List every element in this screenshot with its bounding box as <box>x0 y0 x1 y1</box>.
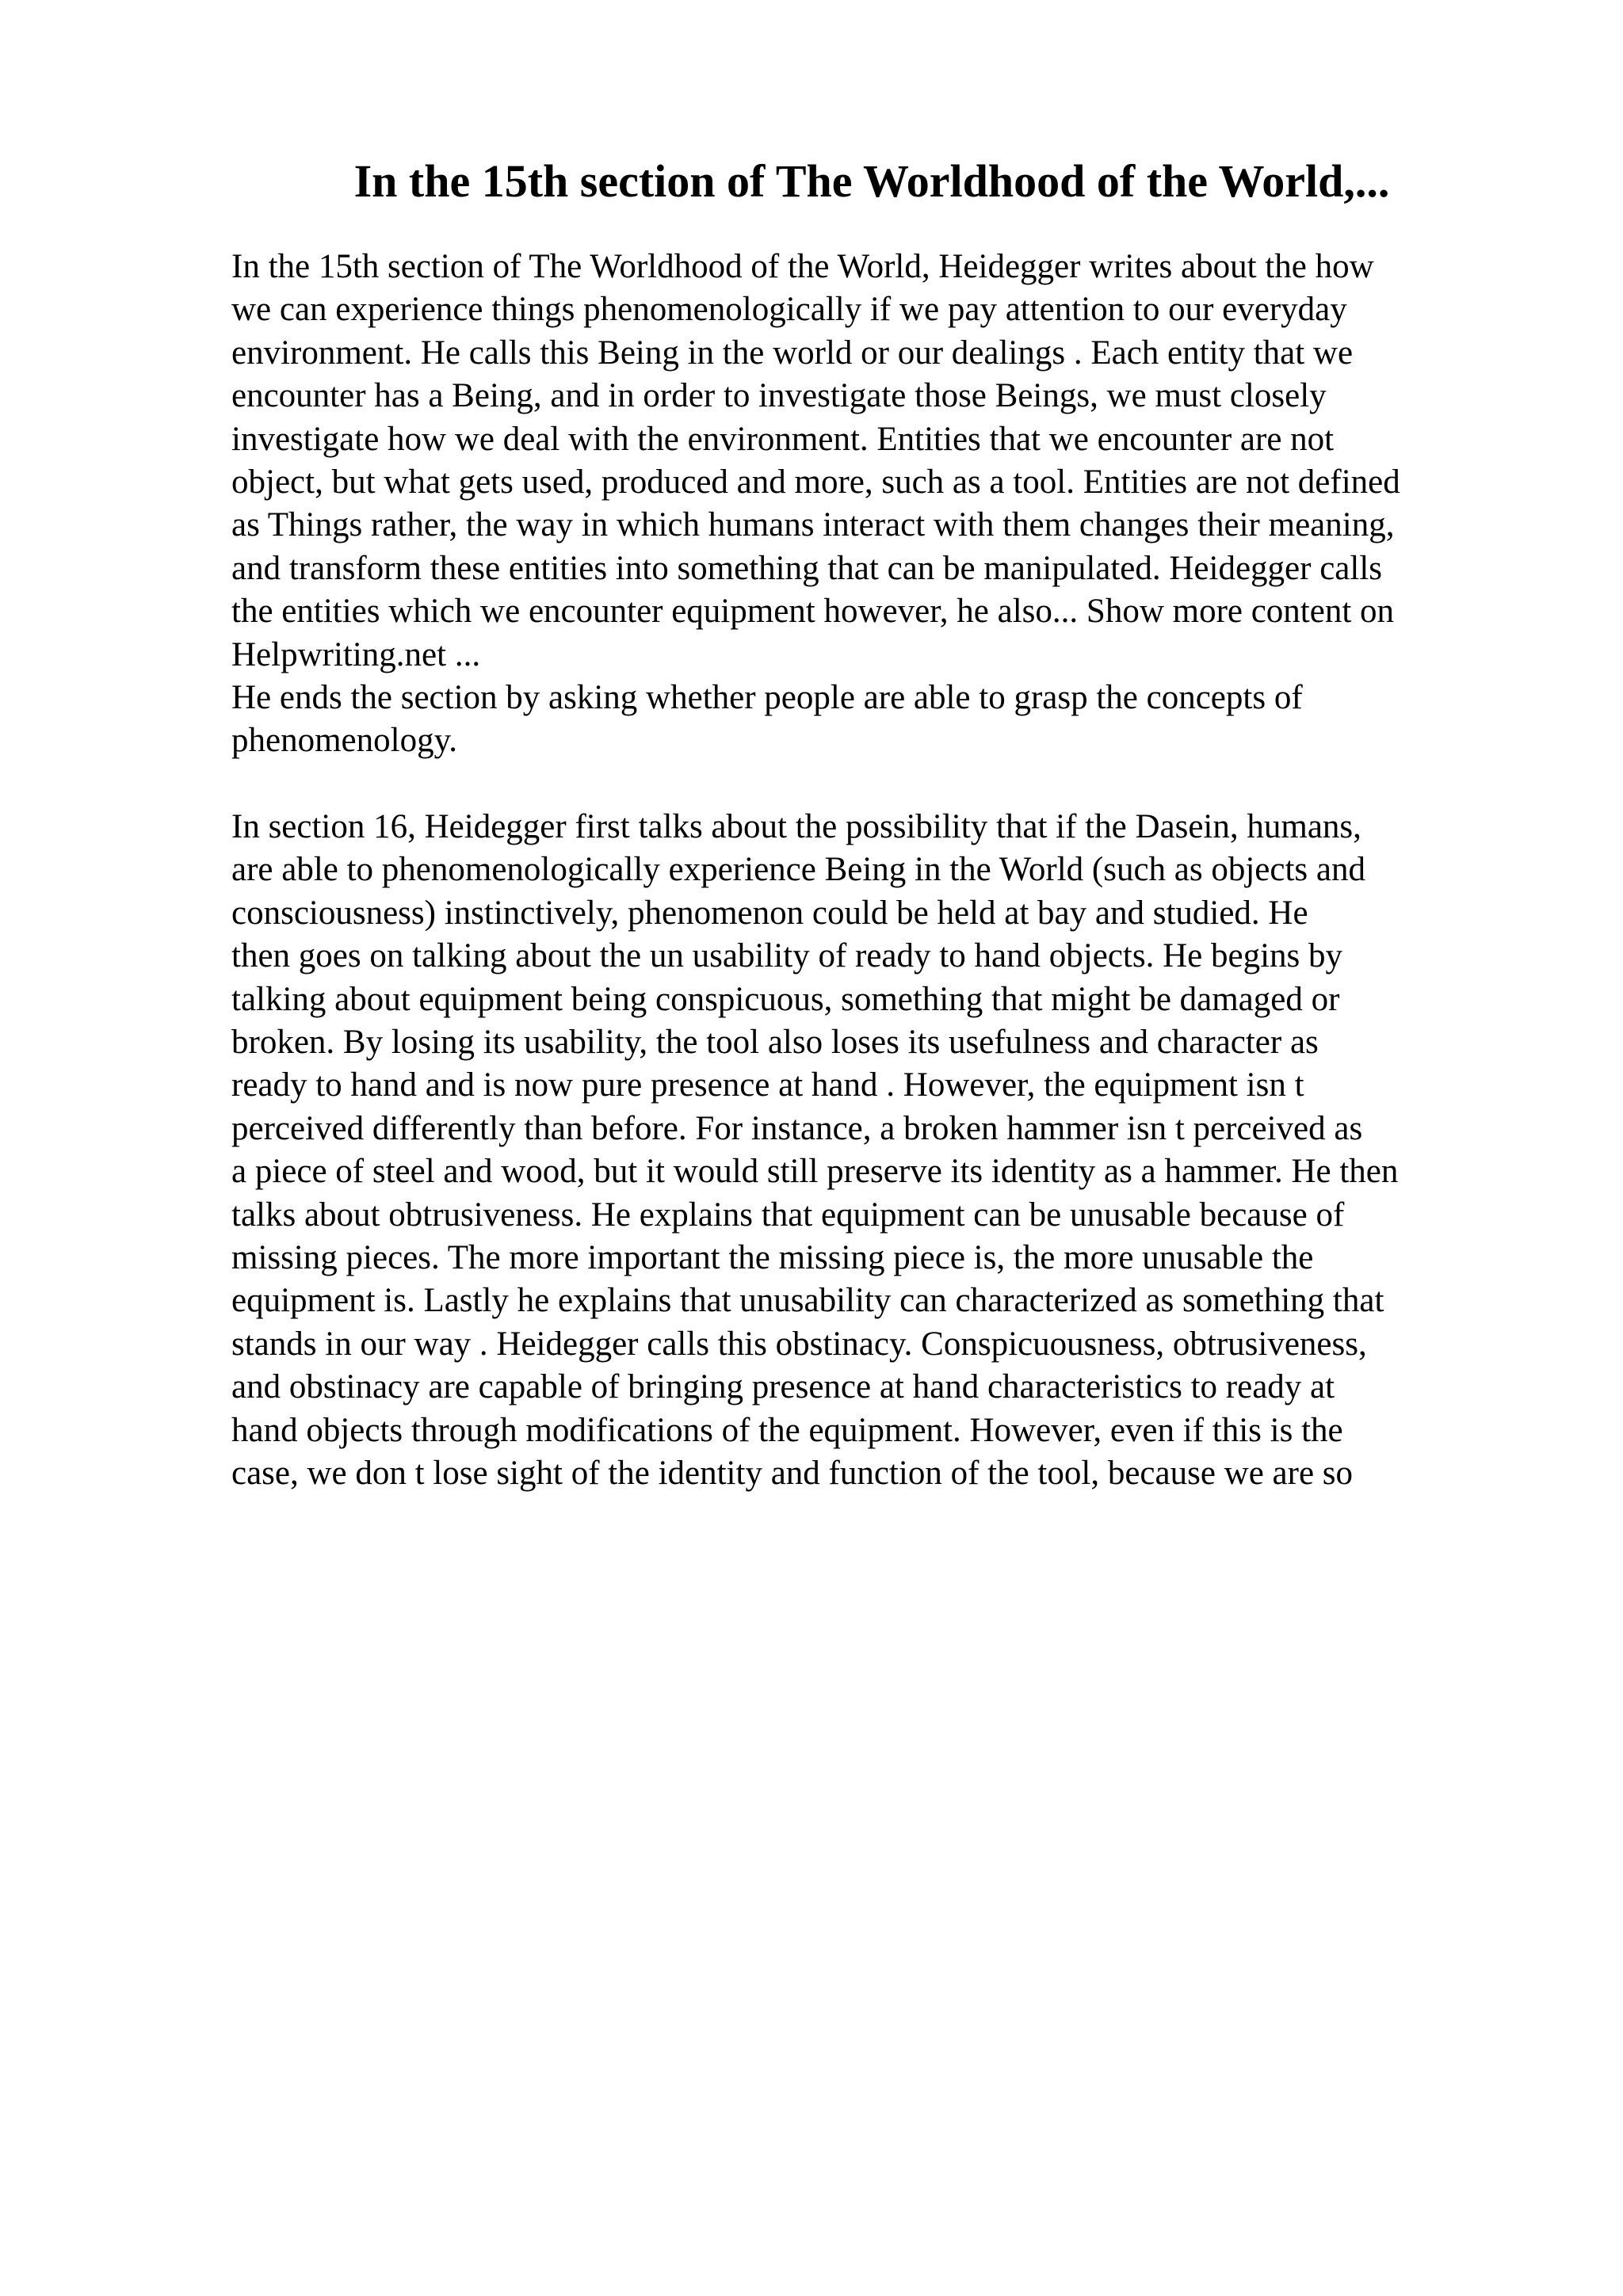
paragraph-2 <box>231 677 1594 763</box>
paragraph-gap <box>231 763 1594 806</box>
text-line: case, we don t lose sight of the identity and function of the tool, because we are so <box>231 1454 1354 1492</box>
text-line: a piece of steel and wood, but it would still preserve its identity as a hammer. He then <box>231 1153 1399 1191</box>
text-line: environment. He calls this Being in the world or our dealings . Each entity that we <box>231 334 1354 372</box>
text-line: investigate how we deal with the environment. Entities that we encounter are not <box>231 420 1335 458</box>
text-line: the entities which we encounter equipment however, he also... Show more content on <box>231 593 1395 631</box>
paragraph-1 <box>231 246 1594 677</box>
text-line: equipment is. Lastly he explains that unusability can characterized as something that <box>231 1282 1384 1320</box>
text-line: as Things rather, the way in which humans interact with them changes their meaning, <box>231 506 1395 544</box>
text-line: encounter has a Being, and in order to investigate those Beings, we must closely <box>231 377 1327 415</box>
text-line: and obstinacy are capable of bringing presence at hand characteristics to ready at <box>231 1368 1335 1406</box>
text-line: then goes on talking about the un usability of ready to hand objects. He begins by <box>231 937 1342 975</box>
text-line: In the 15th section of The Worldhood of the World, Heidegger writes about the how <box>231 248 1374 285</box>
text-line: Helpwriting.net ... <box>231 635 481 673</box>
text-line: hand objects through modifications of the equipment. However, even if this is the <box>231 1411 1343 1449</box>
text-line: we can experience things phenomenologically if we pay attention to our everyday <box>231 291 1347 329</box>
text-line: broken. By losing its usability, the tool also loses its usefulness and character as <box>231 1024 1319 1062</box>
text-line: and transform these entities into something that can be manipulated. Heidegger calls <box>231 549 1383 587</box>
paragraph-3 <box>231 806 1594 1495</box>
text-line: missing pieces. The more important the missing piece is, the more unusable the <box>231 1238 1314 1276</box>
text-line: object, but what gets used, produced and more, such as a tool. Entities are not defined <box>231 463 1400 501</box>
text-line: stands in our way . Heidegger calls this obstinacy. Conspicuousness, obtrusiveness, <box>231 1325 1367 1363</box>
text-line: talks about obtrusiveness. He explains that equipment can be unusable because of <box>231 1196 1345 1234</box>
page-title: In the 15th section of The Worldhood of the World,... <box>353 155 1390 207</box>
document-body <box>231 246 1594 1495</box>
text-line: consciousness) instinctively, phenomenon could be held at bay and studied. He <box>231 894 1308 932</box>
text-line: perceived differently than before. For instance, a broken hammer isn t perceived as <box>231 1109 1363 1147</box>
text-line: talking about equipment being conspicuous, something that might be damaged or <box>231 980 1340 1018</box>
text-line: He ends the section by asking whether people are able to grasp the concepts of <box>231 678 1303 716</box>
text-line: phenomenology. <box>231 722 458 760</box>
text-line: ready to hand and is now pure presence at hand . However, the equipment isn t <box>231 1066 1304 1104</box>
text-line: are able to phenomenologically experience Being in the World (such as objects and <box>231 851 1365 889</box>
text-line: In section 16, Heidegger first talks about the possibility that if the Dasein, humans, <box>231 808 1361 846</box>
